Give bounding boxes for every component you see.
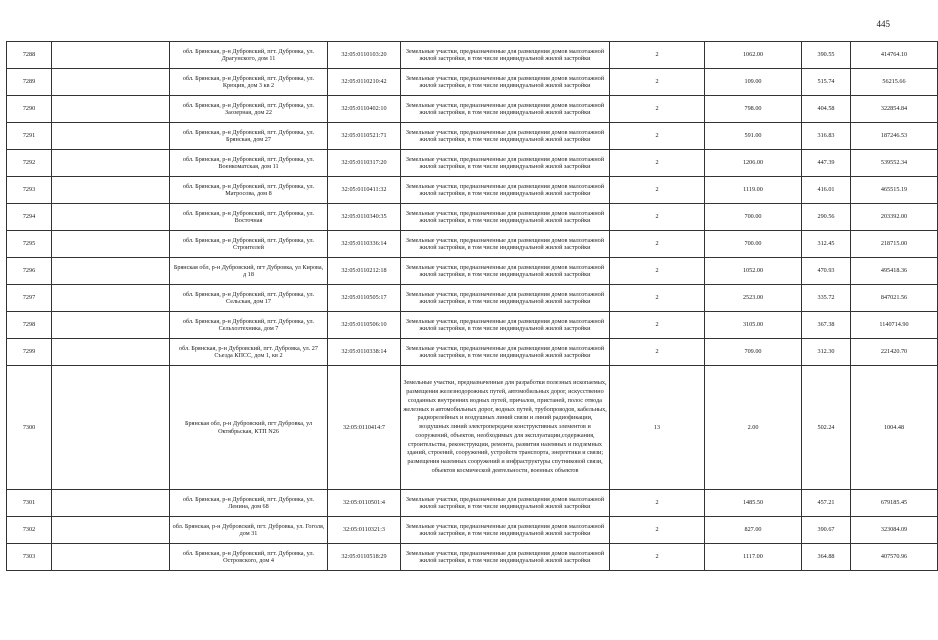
empty-cell bbox=[52, 517, 170, 544]
cadastral-value-cell: 539552.34 bbox=[851, 150, 938, 177]
land-use-cell: Земельные участки, предназначенные для размещения домов малоэтажной жилой застройки, в том числе индивидуальной жилой застройки bbox=[401, 490, 610, 517]
cadastral-number-cell: 32:05:0110518:29 bbox=[328, 544, 401, 571]
cadastral-number-cell: 32:05:0110505:17 bbox=[328, 285, 401, 312]
table-row bbox=[7, 123, 938, 150]
group-code-cell: 13 bbox=[610, 366, 705, 490]
specific-value-cell: 367.38 bbox=[802, 312, 851, 339]
address-cell: обл. Брянская, р-н Дубровский, пгт. Дубровка, ул. Брянская, дом 27 bbox=[170, 123, 328, 150]
land-use-cell: Земельные участки, предназначенные для размещения домов малоэтажной жилой застройки, в том числе индивидуальной жилой застройки bbox=[401, 123, 610, 150]
area-cell: 3105.00 bbox=[705, 312, 802, 339]
empty-cell bbox=[52, 231, 170, 258]
cadastral-number-cell: 32:05:0110103:20 bbox=[328, 42, 401, 69]
group-code-cell: 2 bbox=[610, 96, 705, 123]
cadastral-value-cell: 1004.48 bbox=[851, 366, 938, 490]
cadastral-number-cell: 32:05:0110414:7 bbox=[328, 366, 401, 490]
address-cell: обл. Брянская, р-н Дубровский, пгт. Дубровка, ул. 27 Съезда КПСС, дом 1, кв 2 bbox=[170, 339, 328, 366]
row-number: 7294 bbox=[7, 204, 52, 231]
group-code-cell: 2 bbox=[610, 517, 705, 544]
specific-value-cell: 470.93 bbox=[802, 258, 851, 285]
cadastral-number-cell: 32:05:0110411:32 bbox=[328, 177, 401, 204]
page-number: 445 bbox=[876, 19, 890, 29]
area-cell: 109.00 bbox=[705, 69, 802, 96]
specific-value-cell: 312.45 bbox=[802, 231, 851, 258]
address-cell: обл. Брянская, р-н Дубровский, пгт. Дубровка, ул. Восточная bbox=[170, 204, 328, 231]
land-use-cell: Земельные участки, предназначенные для разработки полезных ископаемых, размещения железнодорожных путей, автомобильных дорог, искусственно созданных внутренних водных путей, причалов, пристаней, полос отвода железных и автомобильных дорог, водных путей, трубопроводов, кабельных, радиорелейных и воздушных линий связи и линий радиофикации, воздушных линий электропередачи конструктивных элементов и сооружений, объектов, необходимых для эксплуатации,содержания, строительства, реконструкции, ремонта, развития наземных и подземных зданий, строений, сооружений, устройств транспорта, энергетики и связи; размещения наземных сооружений и инфраструктуры спутниковой связи, объектов космической деятельности, военных объектов bbox=[401, 366, 610, 490]
land-use-cell: Земельные участки, предназначенные для размещения домов малоэтажной жилой застройки, в том числе индивидуальной жилой застройки bbox=[401, 285, 610, 312]
area-cell: 1062.00 bbox=[705, 42, 802, 69]
group-code-cell: 2 bbox=[610, 204, 705, 231]
address-cell: обл. Брянская, р-н Дубровский, пгт. Дубровка, ул. Строителей bbox=[170, 231, 328, 258]
cadastral-number-cell: 32:05:0110506:10 bbox=[328, 312, 401, 339]
land-use-cell: Земельные участки, предназначенные для размещения домов малоэтажной жилой застройки, в том числе индивидуальной жилой застройки bbox=[401, 204, 610, 231]
group-code-cell: 2 bbox=[610, 123, 705, 150]
table-row bbox=[7, 69, 938, 96]
cadastral-number-cell: 32:05:0110317:20 bbox=[328, 150, 401, 177]
specific-value-cell: 447.39 bbox=[802, 150, 851, 177]
area-cell: 798.00 bbox=[705, 96, 802, 123]
row-number: 7302 bbox=[7, 517, 52, 544]
row-number: 7288 bbox=[7, 42, 52, 69]
specific-value-cell: 335.72 bbox=[802, 285, 851, 312]
cadastral-value-cell: 203392.00 bbox=[851, 204, 938, 231]
specific-value-cell: 416.01 bbox=[802, 177, 851, 204]
group-code-cell: 2 bbox=[610, 285, 705, 312]
table-row bbox=[7, 517, 938, 544]
row-number: 7303 bbox=[7, 544, 52, 571]
address-cell: обл. Брянская, р-н Дубровский, пгт. Дубровка, ул. Заозерная, дом 22 bbox=[170, 96, 328, 123]
empty-cell bbox=[52, 150, 170, 177]
table-row bbox=[7, 285, 938, 312]
area-cell: 827.00 bbox=[705, 517, 802, 544]
table-body bbox=[7, 42, 938, 571]
table-row bbox=[7, 42, 938, 69]
specific-value-cell: 390.55 bbox=[802, 42, 851, 69]
row-number: 7290 bbox=[7, 96, 52, 123]
area-cell: 591.00 bbox=[705, 123, 802, 150]
row-number: 7298 bbox=[7, 312, 52, 339]
address-cell: обл. Брянская, р-н Дубровский, пгт. Дубровка, ул. Матросова, дом 8 bbox=[170, 177, 328, 204]
row-number: 7289 bbox=[7, 69, 52, 96]
empty-cell bbox=[52, 366, 170, 490]
empty-cell bbox=[52, 312, 170, 339]
land-use-cell: Земельные участки, предназначенные для размещения домов малоэтажной жилой застройки, в том числе индивидуальной жилой застройки bbox=[401, 231, 610, 258]
group-code-cell: 2 bbox=[610, 339, 705, 366]
area-cell: 1206.00 bbox=[705, 150, 802, 177]
empty-cell bbox=[52, 96, 170, 123]
area-cell: 700.00 bbox=[705, 231, 802, 258]
cadastral-number-cell: 32:05:0110521:71 bbox=[328, 123, 401, 150]
specific-value-cell: 316.83 bbox=[802, 123, 851, 150]
cadastral-value-cell: 56215.66 bbox=[851, 69, 938, 96]
empty-cell bbox=[52, 69, 170, 96]
area-cell: 700.00 bbox=[705, 204, 802, 231]
cadastral-value-cell: 495418.36 bbox=[851, 258, 938, 285]
empty-cell bbox=[52, 285, 170, 312]
group-code-cell: 2 bbox=[610, 42, 705, 69]
group-code-cell: 2 bbox=[610, 150, 705, 177]
area-cell: 1117.00 bbox=[705, 544, 802, 571]
row-number: 7293 bbox=[7, 177, 52, 204]
cadastral-value-cell: 679185.45 bbox=[851, 490, 938, 517]
land-use-cell: Земельные участки, предназначенные для размещения домов малоэтажной жилой застройки, в том числе индивидуальной жилой застройки bbox=[401, 312, 610, 339]
address-cell: обл. Брянская, р-н Дубровский, пгт. Дубровка, ул. Крюцив, дом 3 кв 2 bbox=[170, 69, 328, 96]
cadastral-value-cell: 414764.10 bbox=[851, 42, 938, 69]
cadastral-value-cell: 221420.70 bbox=[851, 339, 938, 366]
empty-cell bbox=[52, 123, 170, 150]
area-cell: 1485.50 bbox=[705, 490, 802, 517]
group-code-cell: 2 bbox=[610, 312, 705, 339]
row-number: 7301 bbox=[7, 490, 52, 517]
table-row bbox=[7, 490, 938, 517]
cadastral-value-cell: 322854.84 bbox=[851, 96, 938, 123]
group-code-cell: 2 bbox=[610, 231, 705, 258]
group-code-cell: 2 bbox=[610, 69, 705, 96]
empty-cell bbox=[52, 544, 170, 571]
row-number: 7296 bbox=[7, 258, 52, 285]
land-use-cell: Земельные участки, предназначенные для размещения домов малоэтажной жилой застройки, в том числе индивидуальной жилой застройки bbox=[401, 42, 610, 69]
specific-value-cell: 364.88 bbox=[802, 544, 851, 571]
row-number: 7300 bbox=[7, 366, 52, 490]
specific-value-cell: 502.24 bbox=[802, 366, 851, 490]
row-number: 7291 bbox=[7, 123, 52, 150]
land-registry-table bbox=[6, 41, 938, 571]
table-row bbox=[7, 366, 938, 490]
table-row bbox=[7, 150, 938, 177]
land-use-cell: Земельные участки, предназначенные для размещения домов малоэтажной жилой застройки, в том числе индивидуальной жилой застройки bbox=[401, 69, 610, 96]
cadastral-value-cell: 407570.96 bbox=[851, 544, 938, 571]
land-use-cell: Земельные участки, предназначенные для размещения домов малоэтажной жилой застройки, в том числе индивидуальной жилой застройки bbox=[401, 339, 610, 366]
table-row bbox=[7, 204, 938, 231]
table-row bbox=[7, 258, 938, 285]
group-code-cell: 2 bbox=[610, 544, 705, 571]
cadastral-value-cell: 218715.00 bbox=[851, 231, 938, 258]
address-cell: Брянская обл, р-н Дубровский, пгт Дубровка, ул Октябрьская, КТП N26 bbox=[170, 366, 328, 490]
row-number: 7299 bbox=[7, 339, 52, 366]
land-use-cell: Земельные участки, предназначенные для размещения домов малоэтажной жилой застройки, в том числе индивидуальной жилой застройки bbox=[401, 258, 610, 285]
cadastral-number-cell: 32:05:0110212:18 bbox=[328, 258, 401, 285]
table-row bbox=[7, 231, 938, 258]
land-use-cell: Земельные участки, предназначенные для размещения домов малоэтажной жилой застройки, в том числе индивидуальной жилой застройки bbox=[401, 177, 610, 204]
table-row bbox=[7, 177, 938, 204]
cadastral-value-cell: 187246.53 bbox=[851, 123, 938, 150]
area-cell: 2523.00 bbox=[705, 285, 802, 312]
area-cell: 2.00 bbox=[705, 366, 802, 490]
land-use-cell: Земельные участки, предназначенные для размещения домов малоэтажной жилой застройки, в том числе индивидуальной жилой застройки bbox=[401, 544, 610, 571]
table-row bbox=[7, 312, 938, 339]
cadastral-number-cell: 32:05:0110210:42 bbox=[328, 69, 401, 96]
empty-cell bbox=[52, 42, 170, 69]
cadastral-number-cell: 32:05:0110321:3 bbox=[328, 517, 401, 544]
empty-cell bbox=[52, 490, 170, 517]
address-cell: обл. Брянская, р-н Дубровский, пгт. Дубровка, ул. Военкоматская, дом 11 bbox=[170, 150, 328, 177]
area-cell: 1052.00 bbox=[705, 258, 802, 285]
specific-value-cell: 290.56 bbox=[802, 204, 851, 231]
table-row bbox=[7, 339, 938, 366]
land-use-cell: Земельные участки, предназначенные для размещения домов малоэтажной жилой застройки, в том числе индивидуальной жилой застройки bbox=[401, 150, 610, 177]
cadastral-value-cell: 847021.56 bbox=[851, 285, 938, 312]
area-cell: 709.00 bbox=[705, 339, 802, 366]
land-use-cell: Земельные участки, предназначенные для размещения домов малоэтажной жилой застройки, в том числе индивидуальной жилой застройки bbox=[401, 96, 610, 123]
cadastral-number-cell: 32:05:0110501:4 bbox=[328, 490, 401, 517]
cadastral-number-cell: 32:05:0110402:10 bbox=[328, 96, 401, 123]
row-number: 7297 bbox=[7, 285, 52, 312]
specific-value-cell: 457.21 bbox=[802, 490, 851, 517]
address-cell: обл. Брянская, р-н Дубровский, пгт. Дубровка, ул. Островского, дом 4 bbox=[170, 544, 328, 571]
land-use-cell: Земельные участки, предназначенные для размещения домов малоэтажной жилой застройки, в том числе индивидуальной жилой застройки bbox=[401, 517, 610, 544]
address-cell: обл. Брянская, р-н Дубровский, пгт. Дубровка, ул. Сельская, дом 17 bbox=[170, 285, 328, 312]
specific-value-cell: 404.58 bbox=[802, 96, 851, 123]
specific-value-cell: 515.74 bbox=[802, 69, 851, 96]
cadastral-value-cell: 323084.09 bbox=[851, 517, 938, 544]
table-row bbox=[7, 544, 938, 571]
address-cell: обл. Брянская, р-н Дубровский, пгт. Дубровка, ул. Ленина, дом 68 bbox=[170, 490, 328, 517]
address-cell: обл. Брянская, р-н Дубровский, пгт. Дубровка, ул. Драгунского, дом 11 bbox=[170, 42, 328, 69]
cadastral-value-cell: 1140714.90 bbox=[851, 312, 938, 339]
row-number: 7292 bbox=[7, 150, 52, 177]
group-code-cell: 2 bbox=[610, 177, 705, 204]
empty-cell bbox=[52, 339, 170, 366]
specific-value-cell: 312.30 bbox=[802, 339, 851, 366]
area-cell: 1119.00 bbox=[705, 177, 802, 204]
cadastral-number-cell: 32:05:0110338:14 bbox=[328, 339, 401, 366]
empty-cell bbox=[52, 177, 170, 204]
cadastral-value-cell: 465515.19 bbox=[851, 177, 938, 204]
address-cell: обл. Брянская, р-н Дубровский, пгт. Дубровка, ул. Гоголя, дом 31 bbox=[170, 517, 328, 544]
table-row bbox=[7, 96, 938, 123]
empty-cell bbox=[52, 204, 170, 231]
group-code-cell: 2 bbox=[610, 258, 705, 285]
specific-value-cell: 390.67 bbox=[802, 517, 851, 544]
address-cell: обл. Брянская, р-н Дубровский, пгт. Дубровка, ул. Сельхозтехника, дом 7 bbox=[170, 312, 328, 339]
address-cell: Брянская обл, р-н Дубровский, пгт Дубровка, ул Кирова, д 18 bbox=[170, 258, 328, 285]
group-code-cell: 2 bbox=[610, 490, 705, 517]
row-number: 7295 bbox=[7, 231, 52, 258]
cadastral-number-cell: 32:05:0110336:14 bbox=[328, 231, 401, 258]
empty-cell bbox=[52, 258, 170, 285]
cadastral-number-cell: 32:05:0110340:35 bbox=[328, 204, 401, 231]
